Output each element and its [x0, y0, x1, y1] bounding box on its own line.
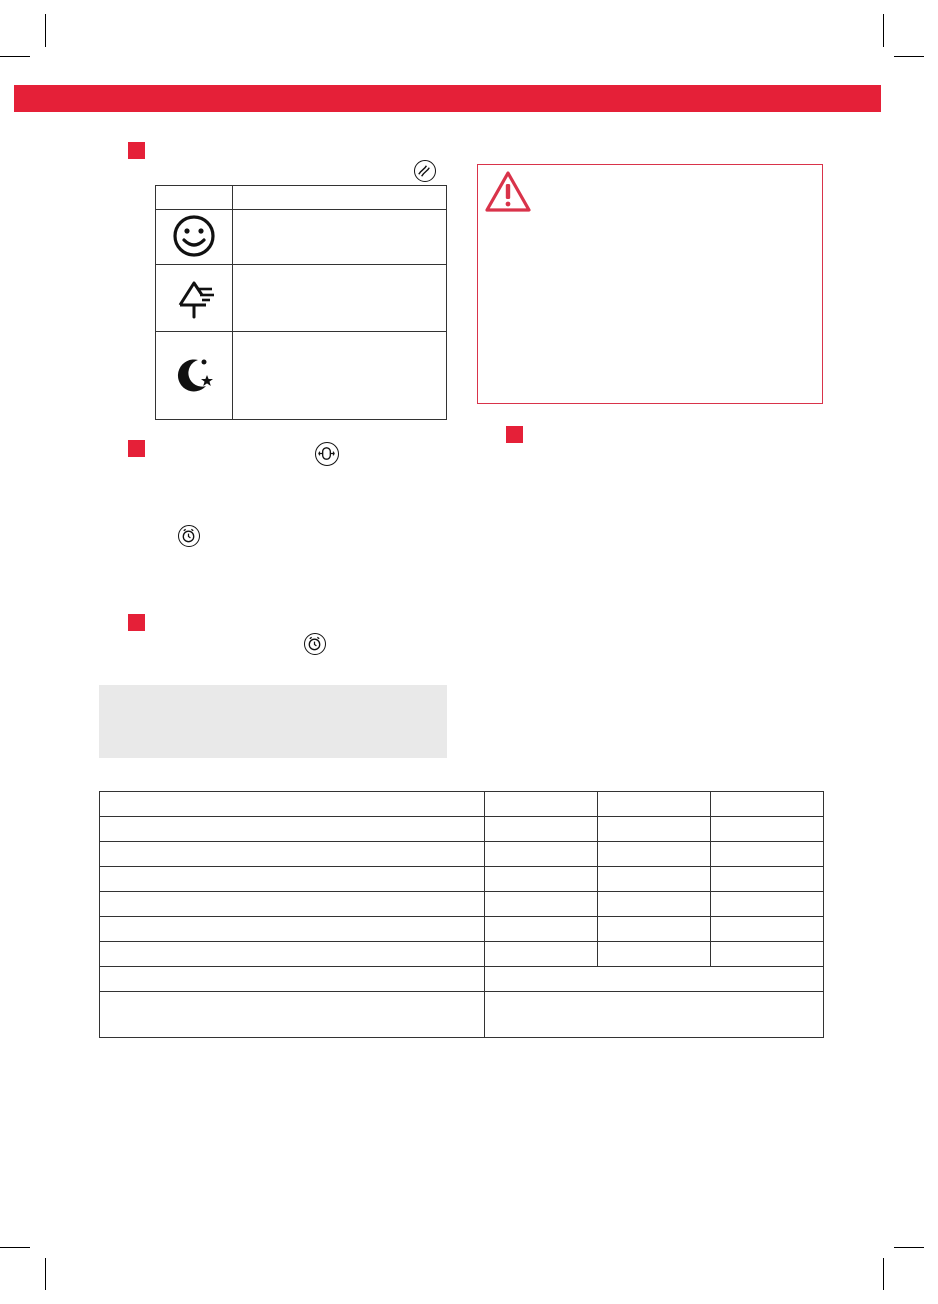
- spec-table-cell: [598, 842, 711, 867]
- spec-table-cell: [598, 942, 711, 967]
- smiley-face-icon: [170, 212, 218, 260]
- warning-triangle-icon: [484, 170, 532, 214]
- spec-table-cell: [598, 892, 711, 917]
- spec-table: [99, 791, 824, 1038]
- sleep-moon-star-icon: [170, 348, 218, 400]
- warning-box: [477, 164, 823, 404]
- spec-table-row: [100, 942, 824, 967]
- crop-mark: [0, 1247, 30, 1248]
- spec-table-cell: [485, 867, 598, 892]
- section-marker: [128, 614, 145, 631]
- spec-table-cell: [711, 817, 824, 842]
- spec-table-row: [100, 867, 824, 892]
- spec-table-cell: [485, 892, 598, 917]
- spec-table-row: [100, 817, 824, 842]
- spec-table-cell: [485, 817, 598, 842]
- spec-table-cell: [485, 942, 598, 967]
- alarm-clock-icon: [178, 525, 200, 547]
- crop-mark: [883, 1258, 884, 1290]
- section-marker: [128, 142, 145, 159]
- wind-mode-icon: [414, 160, 436, 182]
- spec-table-cell: [598, 917, 711, 942]
- spec-table-row: [100, 917, 824, 942]
- crop-mark: [45, 14, 46, 47]
- crop-mark: [894, 1247, 924, 1248]
- spec-table-cell: [485, 842, 598, 867]
- spec-table-cell: [598, 867, 711, 892]
- spec-table-row: [100, 992, 824, 1038]
- spec-table-cell: [100, 842, 485, 867]
- spec-table-cell: [100, 992, 485, 1038]
- spec-table-cell: [598, 792, 711, 817]
- spec-table-cell: [711, 942, 824, 967]
- spec-table-cell: [100, 942, 485, 967]
- header-band: [14, 85, 881, 112]
- spec-table-row: [100, 967, 824, 992]
- section-marker: [506, 426, 523, 443]
- spec-table-cell: [711, 892, 824, 917]
- crop-mark: [0, 56, 30, 57]
- mode-row-icon-cell: [156, 332, 233, 420]
- spec-table-cell: [100, 867, 485, 892]
- spec-table-cell: [711, 842, 824, 867]
- crop-mark: [883, 14, 884, 47]
- mode-table: [155, 185, 447, 420]
- spec-table-cell: [485, 917, 598, 942]
- spec-table-cell: [485, 967, 824, 992]
- note-text: [99, 685, 447, 701]
- spec-table-cell: [100, 792, 485, 817]
- mode-table-header: [233, 186, 447, 210]
- section-marker: [128, 440, 145, 457]
- crop-mark: [45, 1258, 46, 1290]
- spec-table-cell: [711, 917, 824, 942]
- oscillation-icon: [315, 442, 339, 466]
- alarm-clock-icon: [304, 633, 326, 655]
- crop-mark: [894, 56, 924, 57]
- mode-row-description: [233, 332, 447, 420]
- natural-wind-tree-icon: [170, 271, 218, 323]
- mode-row-icon-cell: [156, 265, 233, 332]
- spec-table-cell: [711, 792, 824, 817]
- spec-table-cell: [485, 992, 824, 1038]
- spec-table-cell: [485, 792, 598, 817]
- spec-table-cell: [100, 892, 485, 917]
- spec-table-row: [100, 892, 824, 917]
- mode-table-header: [156, 186, 233, 210]
- note-box: [99, 685, 447, 758]
- spec-table-cell: [598, 817, 711, 842]
- spec-table-row: [100, 842, 824, 867]
- spec-table-cell: [100, 917, 485, 942]
- spec-table-cell: [100, 817, 485, 842]
- spec-table-row: [100, 792, 824, 817]
- mode-row-description: [233, 210, 447, 265]
- spec-table-cell: [711, 867, 824, 892]
- spec-table-cell: [100, 967, 485, 992]
- mode-row-icon-cell: [156, 210, 233, 265]
- mode-row-description: [233, 265, 447, 332]
